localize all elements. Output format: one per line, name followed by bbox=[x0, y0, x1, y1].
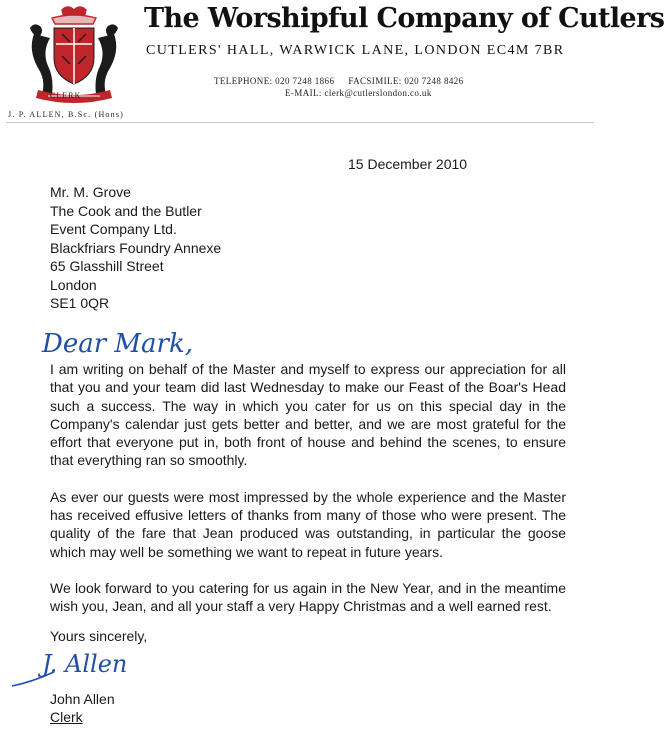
email-address: clerk@cutlerslondon.co.uk bbox=[324, 88, 432, 98]
facsimile-label: FACSIMILE: bbox=[348, 76, 402, 86]
letterhead-divider bbox=[6, 122, 594, 123]
recipient-line: 65 Glasshill Street bbox=[50, 258, 164, 274]
body-paragraph: As ever our guests were most impressed by the whole experience and the Master has received effusive letters of thanks from many of those who were present. The quality of the fare that Jean produced was outstanding, in particular the goose which may well be something we want to repeat in future years. bbox=[50, 488, 566, 560]
organization-address: CUTLERS' HALL, WARWICK LANE, LONDON EC4M 7BR bbox=[146, 43, 565, 58]
organization-name: The Worshipful Company of Cutlers bbox=[144, 3, 664, 34]
salutation-text: Dear Mark, bbox=[42, 329, 193, 359]
signature-text: J. Allen bbox=[42, 650, 128, 678]
handwritten-signature bbox=[8, 646, 178, 696]
recipient-line: Mr. M. Grove bbox=[50, 184, 131, 200]
email-label: E-MAIL: bbox=[285, 88, 322, 98]
letter-closing: Yours sincerely, bbox=[50, 628, 148, 644]
clerk-title: CLERK bbox=[50, 91, 82, 100]
telephone-label: TELEPHONE: bbox=[214, 76, 273, 86]
body-paragraph: I am writing on behalf of the Master and myself to express our appreciation for all that you and your team did last Wednesday to make our Feast of the Boar's Head such a success. The way in which you cater for us on this special day in the Company's calendar just gets better and better, and we are most grateful for the effort that everyone put in, both front of house and behind the scenes, to ensure that everything ran so smoothly. bbox=[50, 361, 566, 469]
letter-date: 15 December 2010 bbox=[348, 156, 468, 172]
recipient-line: Event Company Ltd. bbox=[50, 221, 177, 237]
recipient-address bbox=[50, 183, 221, 313]
facsimile-number: 020 7248 8426 bbox=[404, 76, 464, 86]
contact-email bbox=[285, 88, 432, 98]
contact-phone-fax bbox=[214, 76, 464, 86]
heraldic-crest-icon bbox=[22, 4, 126, 104]
signer-name: John Allen bbox=[50, 691, 115, 707]
clerk-name: J. P. ALLEN, B.Sc. (Hons) bbox=[8, 110, 125, 119]
body-paragraph: We look forward to you catering for us again in the New Year, and in the meantime wish you, Jean, and all your staff a very Happy Christmas and a well earned rest. bbox=[50, 579, 566, 615]
telephone-number: 020 7248 1866 bbox=[275, 76, 335, 86]
recipient-line: SE1 0QR bbox=[50, 295, 110, 311]
signer-role: Clerk bbox=[50, 709, 83, 725]
handwritten-salutation bbox=[38, 318, 208, 364]
recipient-line: Blackfriars Foundry Annexe bbox=[50, 239, 222, 256]
recipient-line: The Cook and the Butler bbox=[50, 202, 202, 219]
letter-body bbox=[50, 360, 566, 634]
recipient-line: London bbox=[50, 276, 97, 293]
